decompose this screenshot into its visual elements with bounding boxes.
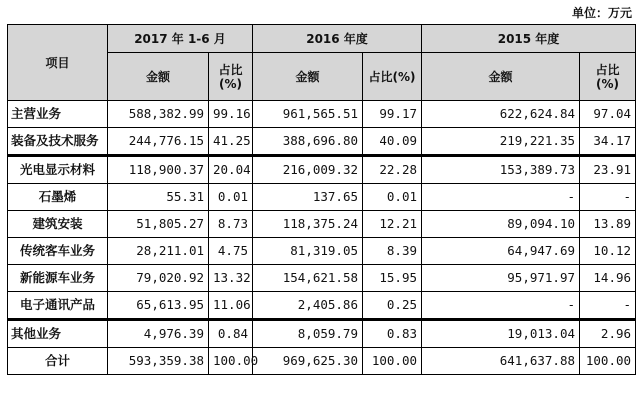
cell-ratio: 40.09 bbox=[363, 128, 422, 156]
cell-ratio: 100.00 bbox=[580, 348, 636, 375]
cell-amount: 216,009.32 bbox=[253, 156, 363, 184]
header-ratio: 占比(%) bbox=[363, 53, 422, 101]
cell-amount: 64,947.69 bbox=[422, 238, 580, 265]
cell-ratio: 0.83 bbox=[363, 320, 422, 348]
cell-ratio: 99.16 bbox=[209, 101, 253, 128]
cell-ratio: 97.04 bbox=[580, 101, 636, 128]
cell-ratio: 13.32 bbox=[209, 265, 253, 292]
cell-amount: 28,211.01 bbox=[108, 238, 209, 265]
cell-ratio: 0.84 bbox=[209, 320, 253, 348]
cell-amount: 51,805.27 bbox=[108, 211, 209, 238]
cell-amount: 8,059.79 bbox=[253, 320, 363, 348]
cell-ratio: 13.89 bbox=[580, 211, 636, 238]
cell-ratio: 99.17 bbox=[363, 101, 422, 128]
header-period-2017h1: 2017 年 1-6 月 bbox=[108, 25, 253, 53]
cell-amount: 219,221.35 bbox=[422, 128, 580, 156]
cell-amount: 81,319.05 bbox=[253, 238, 363, 265]
table-row bbox=[8, 238, 636, 265]
cell-amount: - bbox=[422, 184, 580, 211]
cell-amount: 593,359.38 bbox=[108, 348, 209, 375]
header-amount: 金额 bbox=[108, 53, 209, 101]
cell-ratio: - bbox=[580, 292, 636, 320]
cell-ratio: - bbox=[580, 184, 636, 211]
cell-amount: 961,565.51 bbox=[253, 101, 363, 128]
cell-amount: 969,625.30 bbox=[253, 348, 363, 375]
cell-ratio: 2.96 bbox=[580, 320, 636, 348]
cell-amount: 153,389.73 bbox=[422, 156, 580, 184]
row-label: 电子通讯产品 bbox=[8, 292, 108, 320]
cell-amount: 89,094.10 bbox=[422, 211, 580, 238]
row-label: 其他业务 bbox=[8, 320, 108, 348]
cell-ratio: 10.12 bbox=[580, 238, 636, 265]
row-label: 光电显示材料 bbox=[8, 156, 108, 184]
cell-ratio: 0.01 bbox=[209, 184, 253, 211]
row-label: 建筑安装 bbox=[8, 211, 108, 238]
cell-amount: 79,020.92 bbox=[108, 265, 209, 292]
header-amount: 金额 bbox=[422, 53, 580, 101]
table-row bbox=[8, 184, 636, 211]
cell-ratio: 8.39 bbox=[363, 238, 422, 265]
cell-ratio: 11.06 bbox=[209, 292, 253, 320]
table-row bbox=[8, 156, 636, 184]
row-label: 新能源车业务 bbox=[8, 265, 108, 292]
cell-ratio: 0.01 bbox=[363, 184, 422, 211]
header-ratio: 占比 (%) bbox=[209, 53, 253, 101]
table-row bbox=[8, 265, 636, 292]
header-amount: 金额 bbox=[253, 53, 363, 101]
row-label: 石墨烯 bbox=[8, 184, 108, 211]
row-label: 传统客车业务 bbox=[8, 238, 108, 265]
cell-amount: 388,696.80 bbox=[253, 128, 363, 156]
table-row bbox=[8, 128, 636, 156]
row-label: 合计 bbox=[8, 348, 108, 375]
cell-ratio: 15.95 bbox=[363, 265, 422, 292]
table-row bbox=[8, 101, 636, 128]
cell-amount: 641,637.88 bbox=[422, 348, 580, 375]
row-label: 装备及技术服务 bbox=[8, 128, 108, 156]
table-row bbox=[8, 320, 636, 348]
cell-amount: 137.65 bbox=[253, 184, 363, 211]
cell-ratio: 4.75 bbox=[209, 238, 253, 265]
cell-amount: 65,613.95 bbox=[108, 292, 209, 320]
cell-amount: 244,776.15 bbox=[108, 128, 209, 156]
cell-ratio: 23.91 bbox=[580, 156, 636, 184]
cell-ratio: 100.00 bbox=[209, 348, 253, 375]
header-period-2015: 2015 年度 bbox=[422, 25, 636, 53]
cell-ratio: 0.25 bbox=[363, 292, 422, 320]
cell-amount: 588,382.99 bbox=[108, 101, 209, 128]
cell-ratio: 34.17 bbox=[580, 128, 636, 156]
cell-amount: 118,900.37 bbox=[108, 156, 209, 184]
cell-amount: 2,405.86 bbox=[253, 292, 363, 320]
cell-amount: 622,624.84 bbox=[422, 101, 580, 128]
cell-amount: 4,976.39 bbox=[108, 320, 209, 348]
header-ratio: 占比 (%) bbox=[580, 53, 636, 101]
cell-amount: 154,621.58 bbox=[253, 265, 363, 292]
cell-amount: 19,013.04 bbox=[422, 320, 580, 348]
row-label: 主营业务 bbox=[8, 101, 108, 128]
cell-amount: 118,375.24 bbox=[253, 211, 363, 238]
header-item: 项目 bbox=[8, 25, 108, 101]
cell-ratio: 22.28 bbox=[363, 156, 422, 184]
cell-ratio: 100.00 bbox=[363, 348, 422, 375]
cell-amount: - bbox=[422, 292, 580, 320]
table-row bbox=[8, 211, 636, 238]
unit-label: 单位：万元 bbox=[571, 6, 632, 20]
cell-ratio: 41.25 bbox=[209, 128, 253, 156]
table-row bbox=[8, 292, 636, 320]
cell-amount: 55.31 bbox=[108, 184, 209, 211]
cell-ratio: 12.21 bbox=[363, 211, 422, 238]
header-period-2016: 2016 年度 bbox=[253, 25, 422, 53]
cell-ratio: 20.04 bbox=[209, 156, 253, 184]
table-row-total bbox=[8, 348, 636, 375]
cell-ratio: 14.96 bbox=[580, 265, 636, 292]
revenue-table bbox=[7, 24, 636, 375]
cell-ratio: 8.73 bbox=[209, 211, 253, 238]
cell-amount: 95,971.97 bbox=[422, 265, 580, 292]
header-row-periods bbox=[8, 25, 636, 53]
